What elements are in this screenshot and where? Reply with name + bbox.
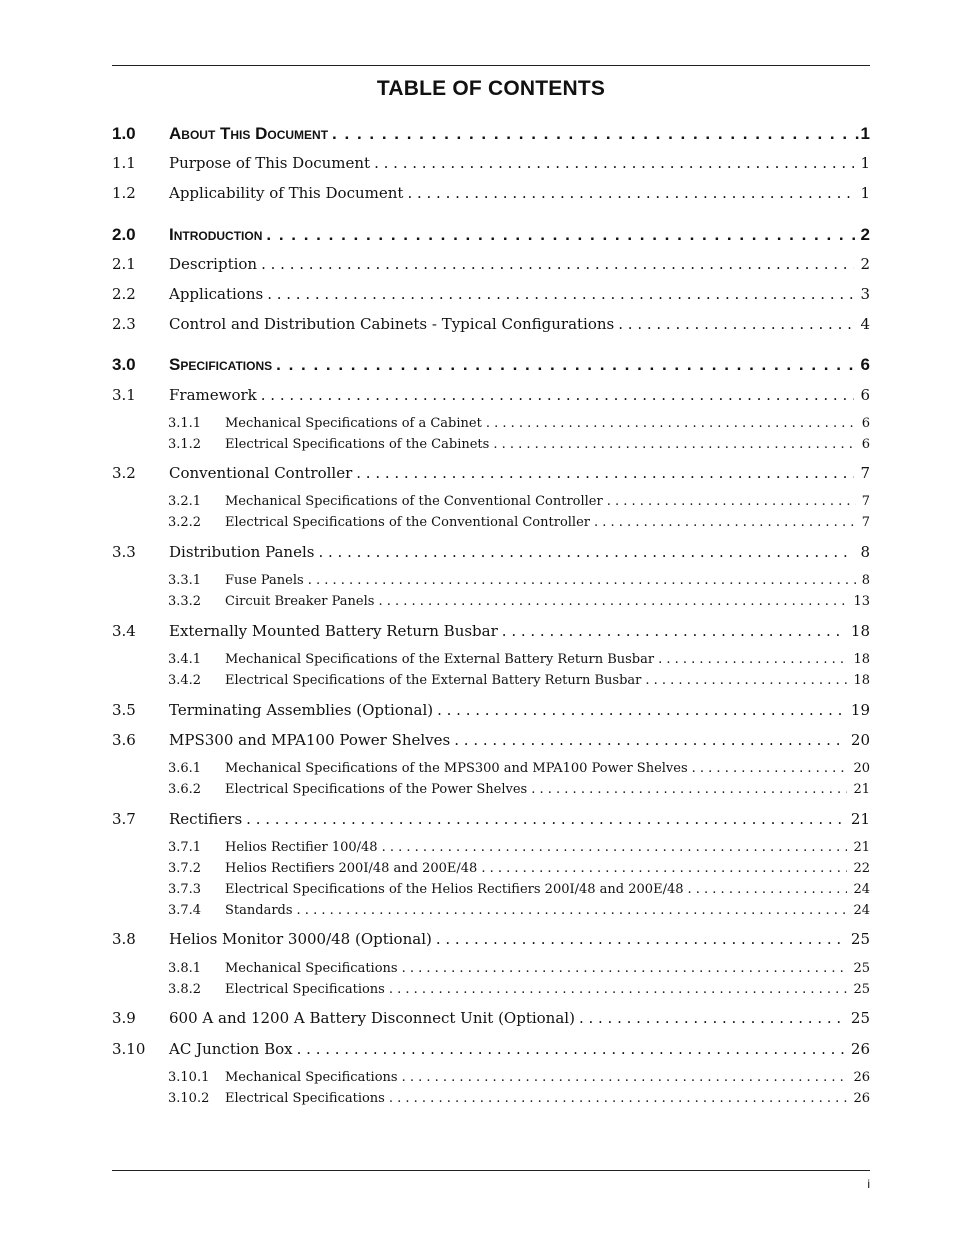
toc-entry-page: 26 — [853, 1091, 870, 1106]
toc-entry-number: 3.8.1 — [168, 961, 202, 976]
toc-entry-page: 8 — [861, 573, 870, 588]
toc-entry-level-3[interactable] — [112, 982, 870, 1000]
toc-entry-title: Helios Monitor 3000/48 (Optional) — [169, 930, 432, 948]
toc-entry-title: Purpose of This Document — [169, 154, 371, 172]
toc-entry-page: 18 — [853, 652, 870, 667]
toc-entry-level-2[interactable] — [112, 1009, 870, 1029]
toc-entry-title: Description — [169, 255, 258, 273]
toc-entry-page: 7 — [861, 515, 870, 530]
toc-entry-page: 6 — [860, 355, 870, 374]
page-title: TABLE OF CONTENTS — [376, 77, 606, 100]
toc-entry-number: 3.4.1 — [168, 652, 202, 667]
toc-entry-page: 6 — [861, 437, 870, 452]
toc-entry-level-3[interactable] — [112, 594, 870, 612]
toc-dot-leader — [618, 315, 854, 333]
toc-entry-level-3[interactable] — [112, 494, 870, 512]
toc-entry-page: 25 — [853, 961, 870, 976]
toc-entry-level-2[interactable] — [112, 464, 870, 484]
toc-entry-page: 26 — [850, 1040, 870, 1058]
toc-entry-number: 3.4 — [112, 622, 136, 640]
toc-entry-level-2[interactable] — [112, 1040, 870, 1060]
toc-entry-level-3[interactable] — [112, 652, 870, 670]
toc-entry-page: 25 — [850, 1009, 870, 1027]
toc-entry-title: 600 A and 1200 A Battery Disconnect Unit (Optional) — [169, 1009, 575, 1027]
toc-dot-leader — [389, 1091, 848, 1106]
toc-entry-page: 1 — [860, 154, 870, 172]
toc-dot-leader — [402, 961, 848, 976]
toc-dot-leader — [658, 652, 847, 667]
toc-entry-number: 3.10 — [112, 1040, 146, 1058]
toc-dot-leader — [318, 543, 854, 561]
toc-entry-page: 21 — [850, 810, 870, 828]
toc-entry-title: Electrical Specifications of the Helios Rectifiers 200I/48 and 200E/48 — [225, 882, 684, 897]
toc-dot-leader — [374, 154, 854, 172]
toc-dot-leader — [297, 903, 848, 918]
toc-entry-title: Applicability of This Document — [169, 184, 404, 202]
toc-entry-level-2[interactable] — [112, 386, 870, 406]
toc-entry-number: 3.8 — [112, 930, 136, 948]
toc-entry-title: Standards — [225, 903, 293, 918]
toc-entry-page: 21 — [853, 840, 870, 855]
toc-entry-page: 1 — [860, 124, 870, 143]
toc-entry-level-3[interactable] — [112, 1091, 870, 1109]
toc-entry-number: 3.7.1 — [168, 840, 202, 855]
toc-entry-title: Mechanical Specifications of a Cabinet — [225, 416, 482, 431]
toc-entry-level-3[interactable] — [112, 903, 870, 921]
toc-entry-level-3[interactable] — [112, 761, 870, 779]
toc-entry-page: 21 — [853, 782, 870, 797]
toc-entry-title: AC Junction Box — [169, 1040, 293, 1058]
toc-entry-page: 20 — [850, 731, 870, 749]
bottom-rule — [112, 1170, 870, 1171]
toc-entry-title: Specifications — [169, 355, 273, 374]
toc-dot-leader — [481, 861, 847, 876]
toc-entry-number: 1.1 — [112, 154, 136, 172]
toc-dot-leader — [266, 225, 858, 245]
toc-dot-leader — [579, 1009, 845, 1027]
toc-entry-level-3[interactable] — [112, 1070, 870, 1088]
toc-entry-level-2[interactable] — [112, 285, 870, 305]
toc-entry-title: Electrical Specifications — [225, 982, 385, 997]
toc-entry-page: 2 — [860, 255, 870, 273]
toc-entry-title: Electrical Specifications of the Conventional Controller — [225, 515, 590, 530]
toc-entry-number: 3.3 — [112, 543, 136, 561]
toc-entry-title: MPS300 and MPA100 Power Shelves — [169, 731, 451, 749]
toc-dot-leader — [332, 124, 858, 144]
toc-dot-leader — [382, 840, 848, 855]
toc-dot-leader — [356, 464, 854, 482]
toc-entry-level-3[interactable] — [112, 782, 870, 800]
toc-entry-level-3[interactable] — [112, 673, 870, 691]
toc-dot-leader — [688, 882, 848, 897]
toc-entry-title: Electrical Specifications of the External Battery Return Busbar — [225, 673, 642, 688]
toc-dot-leader — [502, 622, 845, 640]
toc-entry-level-1[interactable] — [112, 225, 870, 247]
toc-entry-number: 3.1 — [112, 386, 136, 404]
toc-entry-page: 24 — [853, 882, 870, 897]
toc-entry-number: 2.1 — [112, 255, 136, 273]
toc-entry-page: 3 — [860, 285, 870, 303]
toc-entry-title: Fuse Panels — [225, 573, 304, 588]
toc-dot-leader — [436, 930, 845, 948]
toc-entry-level-3[interactable] — [112, 840, 870, 858]
toc-entry-page: 18 — [850, 622, 870, 640]
toc-entry-title: Terminating Assemblies (Optional) — [169, 701, 434, 719]
page-number: i — [867, 1177, 870, 1191]
toc-entry-title: Helios Rectifier 100/48 — [225, 840, 378, 855]
toc-entry-page: 19 — [850, 701, 870, 719]
toc-entry-level-3[interactable] — [112, 416, 870, 434]
toc-entry-title: Electrical Specifications — [225, 1091, 385, 1106]
toc-entry-title: Conventional Controller — [169, 464, 353, 482]
toc-entry-page: 2 — [860, 225, 870, 244]
toc-entry-level-3[interactable] — [112, 961, 870, 979]
toc-entry-page: 8 — [860, 543, 870, 561]
toc-entry-page: 25 — [850, 930, 870, 948]
toc-entry-page: 20 — [853, 761, 870, 776]
toc-entry-number: 3.7 — [112, 810, 136, 828]
toc-entry-level-3[interactable] — [112, 515, 870, 533]
toc-dot-leader — [407, 184, 854, 202]
toc-entry-title: Externally Mounted Battery Return Busbar — [169, 622, 498, 640]
toc-entry-number: 3.10.2 — [168, 1091, 210, 1106]
toc-entry-title: Mechanical Specifications of the MPS300 and MPA100 Power Shelves — [225, 761, 688, 776]
toc-entry-level-2[interactable] — [112, 731, 870, 751]
toc-entry-number: 3.7.2 — [168, 861, 202, 876]
toc-entry-level-2[interactable] — [112, 701, 870, 721]
toc-entry-title: Mechanical Specifications — [225, 1070, 398, 1085]
toc-dot-leader — [486, 416, 856, 431]
toc-entry-number: 3.5 — [112, 701, 136, 719]
toc-entry-number: 3.2.1 — [168, 494, 202, 509]
toc-dot-leader — [594, 515, 856, 530]
toc-entry-title: Applications — [169, 285, 264, 303]
toc-entry-title: Control and Distribution Cabinets - Typical Configurations — [169, 315, 615, 333]
toc-entry-number: 3.2 — [112, 464, 136, 482]
toc-entry-number: 3.8.2 — [168, 982, 202, 997]
toc-dot-leader — [389, 982, 848, 997]
toc-entry-number: 2.2 — [112, 285, 136, 303]
toc-entry-page: 7 — [860, 464, 870, 482]
toc-entry-number: 3.6 — [112, 731, 136, 749]
toc-dot-leader — [378, 594, 847, 609]
toc-entry-level-1[interactable] — [112, 355, 870, 377]
toc-dot-leader — [261, 386, 855, 404]
toc-entry-title: Framework — [169, 386, 257, 404]
toc-dot-leader — [454, 731, 845, 749]
toc-entry-page: 24 — [853, 903, 870, 918]
toc-entry-page: 6 — [860, 386, 870, 404]
toc-entry-number: 3.3.2 — [168, 594, 202, 609]
toc-entry-title: Mechanical Specifications — [225, 961, 398, 976]
toc-entry-number: 3.1.1 — [168, 416, 202, 431]
toc-entry-level-2[interactable] — [112, 255, 870, 275]
toc-entry-page: 26 — [853, 1070, 870, 1085]
toc-entry-level-2[interactable] — [112, 622, 870, 642]
toc-dot-leader — [276, 355, 858, 375]
toc-entry-number: 2.3 — [112, 315, 136, 333]
toc-entry-level-3[interactable] — [112, 882, 870, 900]
toc-entry-page: 4 — [860, 315, 870, 333]
toc-dot-leader — [645, 673, 847, 688]
toc-entry-page: 25 — [853, 982, 870, 997]
toc-entry-level-2[interactable] — [112, 810, 870, 830]
toc-entry-number: 3.7.3 — [168, 882, 202, 897]
toc-dot-leader — [437, 701, 845, 719]
toc-dot-leader — [308, 573, 856, 588]
toc-entry-level-2[interactable] — [112, 315, 870, 335]
toc-entry-title: Mechanical Specifications of the Conventional Controller — [225, 494, 603, 509]
toc-dot-leader — [297, 1040, 845, 1058]
toc-entry-title: About This Document — [169, 124, 329, 143]
toc-entry-level-2[interactable] — [112, 154, 870, 174]
toc-dot-leader — [267, 285, 854, 303]
toc-dot-leader — [402, 1070, 848, 1085]
toc-dot-leader — [246, 810, 845, 828]
toc-dot-leader — [531, 782, 847, 797]
toc-dot-leader — [261, 255, 854, 273]
toc-entry-title: Electrical Specifications of the Cabinets — [225, 437, 490, 452]
toc-entry-number: 2.0 — [112, 225, 136, 244]
toc-entry-title: Distribution Panels — [169, 543, 315, 561]
toc-entry-level-3[interactable] — [112, 573, 870, 591]
toc-entry-level-2[interactable] — [112, 543, 870, 563]
toc-entry-title: Circuit Breaker Panels — [225, 594, 375, 609]
toc-entry-level-3[interactable] — [112, 861, 870, 879]
toc-dot-leader — [493, 437, 855, 452]
toc-entry-title: Introduction — [169, 225, 263, 244]
toc-entry-number: 1.2 — [112, 184, 136, 202]
toc-entry-title: Helios Rectifiers 200I/48 and 200E/48 — [225, 861, 478, 876]
toc-entry-level-1[interactable] — [112, 124, 870, 146]
toc-entry-number: 3.3.1 — [168, 573, 202, 588]
toc-entry-page: 1 — [860, 184, 870, 202]
toc-entry-number: 1.0 — [112, 124, 136, 143]
toc-entry-title: Rectifiers — [169, 810, 243, 828]
toc-entry-number: 3.7.4 — [168, 903, 202, 918]
toc-entry-number: 3.2.2 — [168, 515, 202, 530]
toc-entry-number: 3.4.2 — [168, 673, 202, 688]
toc-entry-level-2[interactable] — [112, 930, 870, 950]
toc-entry-level-3[interactable] — [112, 437, 870, 455]
toc-entry-level-2[interactable] — [112, 184, 870, 204]
toc-entry-number: 3.10.1 — [168, 1070, 210, 1085]
toc-entry-number: 3.6.2 — [168, 782, 202, 797]
toc-entry-page: 22 — [853, 861, 870, 876]
toc-entry-number: 3.6.1 — [168, 761, 202, 776]
toc-entry-title: Electrical Specifications of the Power Shelves — [225, 782, 528, 797]
toc-entry-page: 18 — [853, 673, 870, 688]
toc-entry-number: 3.9 — [112, 1009, 136, 1027]
toc-dot-leader — [607, 494, 856, 509]
toc-entry-title: Mechanical Specifications of the External Battery Return Busbar — [225, 652, 655, 667]
toc-entry-page: 6 — [861, 416, 870, 431]
toc-entry-page: 13 — [853, 594, 870, 609]
toc-entry-number: 3.1.2 — [168, 437, 202, 452]
toc-dot-leader — [692, 761, 848, 776]
toc-entry-page: 7 — [861, 494, 870, 509]
toc-entry-number: 3.0 — [112, 355, 136, 374]
